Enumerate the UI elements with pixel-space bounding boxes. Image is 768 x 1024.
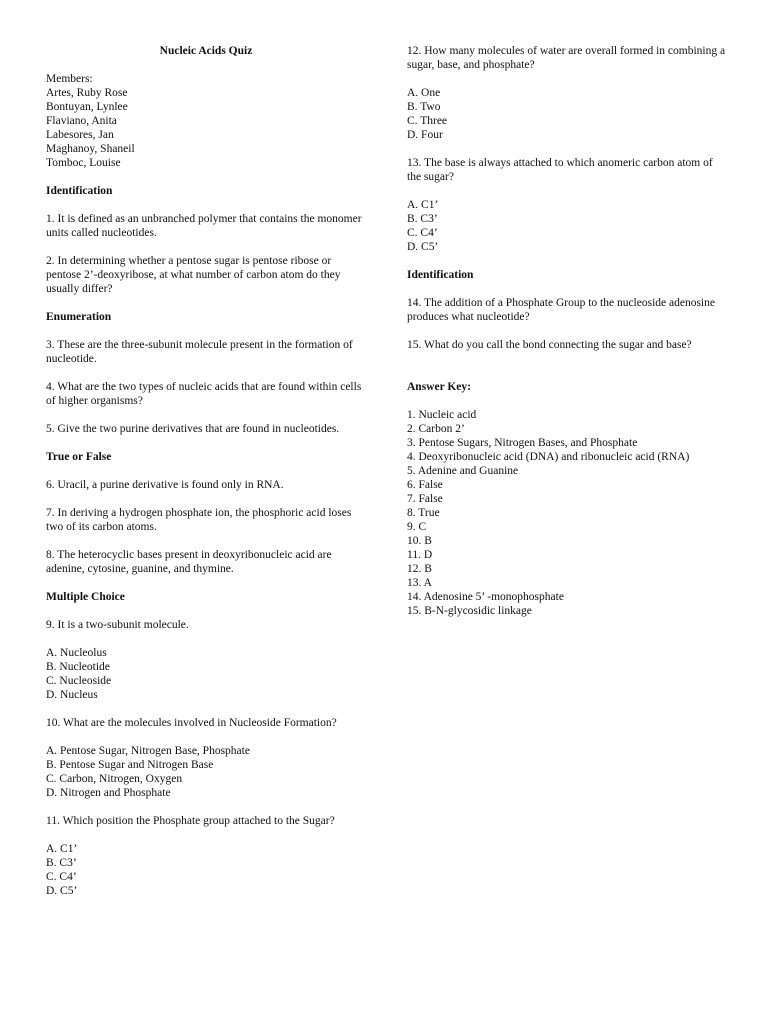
- answer-option: A. Pentose Sugar, Nitrogen Base, Phosphate: [46, 745, 250, 757]
- member-name: Labesores, Jan: [46, 129, 114, 141]
- answer-option: B. C3’: [407, 213, 438, 225]
- member-name: Flaviano, Anita: [46, 115, 117, 127]
- left-column: [46, 44, 366, 912]
- question-text: 3. These are the three-subunit molecule present in the formation of nucleotide.: [46, 339, 353, 365]
- answer-option: D. C5’: [46, 885, 78, 897]
- answer-key-item: 2. Carbon 2’: [407, 423, 465, 435]
- answer-key-item: 13. A: [407, 577, 432, 589]
- answer-option: B. Pentose Sugar and Nitrogen Base: [46, 759, 214, 771]
- answer-key-item: 15. B-N-glycosidic linkage: [407, 605, 532, 617]
- section-heading: Identification: [407, 269, 474, 281]
- question-text: 1. It is defined as an unbranched polymer that contains the monomer units called nucleotides.: [46, 213, 362, 239]
- question-text: 12. How many molecules of water are overall formed in combining a sugar, base, and phosphate?: [407, 45, 726, 71]
- answer-option: B. Two: [407, 101, 441, 113]
- answer-key-item: 8. True: [407, 507, 440, 519]
- answer-key-item: 10. B: [407, 535, 432, 547]
- answer-option: A. C1’: [46, 843, 78, 855]
- answer-option: C. Three: [407, 115, 448, 127]
- answer-options: [46, 744, 366, 800]
- question-text: 4. What are the two types of nucleic acids that are found within cells of higher organisms?: [46, 381, 362, 407]
- answer-key-item: 1. Nucleic acid: [407, 409, 477, 421]
- question-text: 13. The base is always attached to which anomeric carbon atom of the sugar?: [407, 157, 713, 183]
- answer-option: C. Carbon, Nitrogen, Oxygen: [46, 773, 183, 785]
- answer-key-heading: Answer Key:: [407, 381, 471, 393]
- member-name: Artes, Ruby Rose: [46, 87, 128, 99]
- question-text: 9. It is a two-subunit molecule.: [46, 619, 189, 631]
- answer-options: [46, 646, 366, 702]
- member-name: Bontuyan, Lynlee: [46, 101, 128, 113]
- question-text: 2. In determining whether a pentose sugar is pentose ribose or pentose 2’-deoxyribose, at what number of carbon atom do they usually differ?: [46, 255, 341, 295]
- member-name: Maghanoy, Shaneil: [46, 143, 135, 155]
- left-sections: [46, 184, 366, 898]
- answer-option: B. C3’: [46, 857, 77, 869]
- answer-option: C. C4’: [46, 871, 77, 883]
- members-label: Members:: [46, 73, 93, 85]
- member-name: Tomboc, Louise: [46, 157, 121, 169]
- members-list: [46, 86, 366, 170]
- answer-option: A. Nucleolus: [46, 647, 107, 659]
- answer-option: D. Nucleus: [46, 689, 98, 701]
- answer-key-item: 11. D: [407, 549, 433, 561]
- answer-key-item: 3. Pentose Sugars, Nitrogen Bases, and Phosphate: [407, 437, 638, 449]
- answer-key-list: [407, 408, 727, 618]
- question-text: 15. What do you call the bond connecting the sugar and base?: [407, 339, 692, 351]
- answer-key-item: 5. Adenine and Guanine: [407, 465, 519, 477]
- section-heading: True or False: [46, 451, 112, 463]
- section-heading: Identification: [46, 185, 113, 197]
- question-text: 14. The addition of a Phosphate Group to the nucleoside adenosine produces what nucleotide?: [407, 297, 715, 323]
- answer-option: B. Nucleotide: [46, 661, 110, 673]
- right-column: [407, 44, 727, 618]
- question-text: 11. Which position the Phosphate group attached to the Sugar?: [46, 815, 335, 827]
- answer-option: D. C5’: [407, 241, 439, 253]
- answer-key-item: 14. Adenosine 5’ -monophosphate: [407, 591, 564, 603]
- answer-options: [407, 86, 727, 142]
- answer-key-item: 4. Deoxyribonucleic acid (DNA) and ribonucleic acid (RNA): [407, 451, 690, 463]
- answer-key-item: 6. False: [407, 479, 443, 491]
- answer-option: A. One: [407, 87, 441, 99]
- answer-key-item: 7. False: [407, 493, 443, 505]
- right-sections: [407, 44, 727, 352]
- quiz-title: Nucleic Acids Quiz: [159, 45, 253, 57]
- answer-option: D. Nitrogen and Phosphate: [46, 787, 171, 799]
- answer-option: C. Nucleoside: [46, 675, 112, 687]
- answer-key-item: 12. B: [407, 563, 432, 575]
- answer-options: [46, 842, 366, 898]
- section-heading: Multiple Choice: [46, 591, 125, 603]
- answer-option: C. C4’: [407, 227, 438, 239]
- question-text: 5. Give the two purine derivatives that are found in nucleotides.: [46, 423, 340, 435]
- answer-option: A. C1’: [407, 199, 439, 211]
- question-text: 8. The heterocyclic bases present in deoxyribonucleic acid are adenine, cytosine, guanine, and thymine.: [46, 549, 332, 575]
- question-text: 7. In deriving a hydrogen phosphate ion, the phosphoric acid loses two of its carbon atoms.: [46, 507, 352, 533]
- answer-key-item: 9. C: [407, 521, 427, 533]
- question-text: 10. What are the molecules involved in Nucleoside Formation?: [46, 717, 337, 729]
- answer-options: [407, 198, 727, 254]
- answer-option: D. Four: [407, 129, 443, 141]
- question-text: 6. Uracil, a purine derivative is found only in RNA.: [46, 479, 284, 491]
- section-heading: Enumeration: [46, 311, 112, 323]
